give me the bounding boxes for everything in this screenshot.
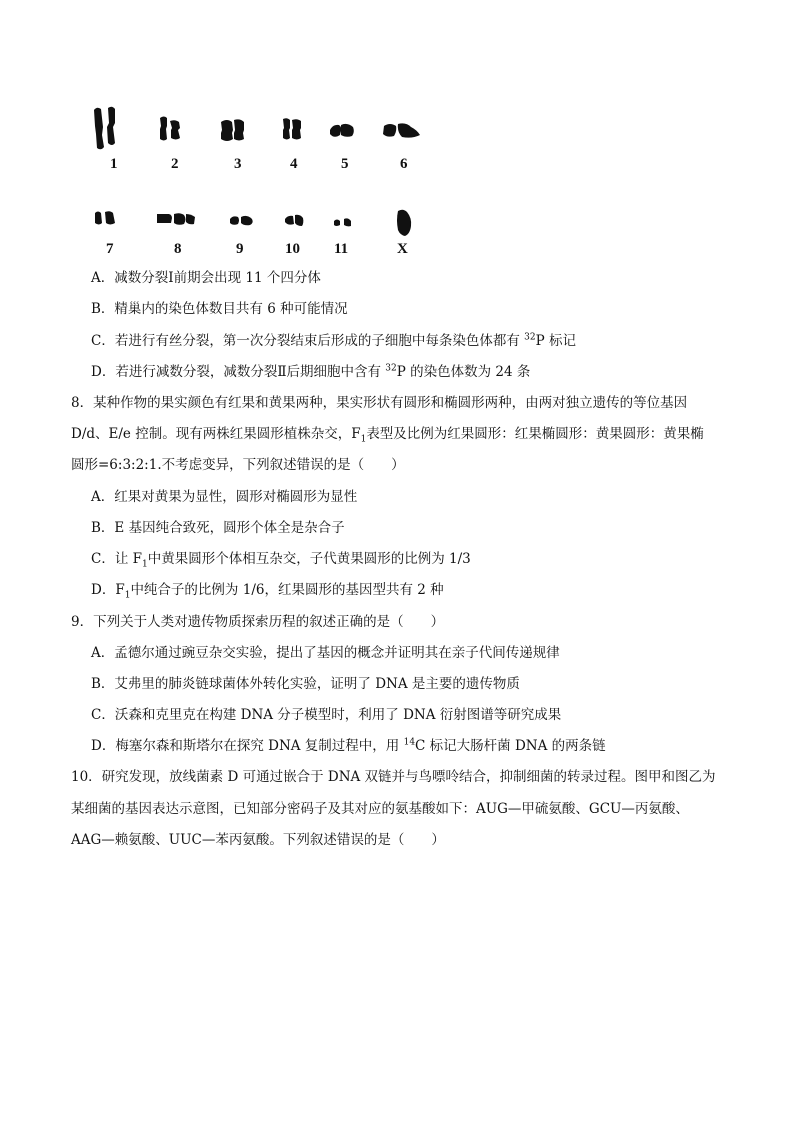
- karyotype-label-2: 2: [171, 156, 179, 172]
- q7-option-a: A．减数分裂Ⅰ前期会出现 11 个四分体: [91, 270, 321, 286]
- q8-stem-line2: D/d、E/e 控制。现有两株红果圆形植株杂交，$F_1$表型及比例为红果圆形：红果椭圆形：黄果圆形：黄果椭: [71, 426, 704, 445]
- chromosome-9: [230, 216, 253, 225]
- karyotype-label-10: 10: [285, 241, 300, 257]
- karyotype-label-11: 11: [334, 241, 349, 257]
- q7-option-c: C．若进行有丝分裂，第一次分裂结束后形成的子细胞中每条染色体都有 $^{32}$P 标记: [91, 332, 576, 349]
- q10-stem-line1: 10．研究发现，放线菌素 D 可通过嵌合于 DNA 双链并与鸟嘌呤结合，抑制细菌的转录过程。图甲和图乙为: [71, 769, 716, 785]
- q8-option-b: B．E 基因纯合致死，圆形个体全是杂合子: [91, 520, 345, 536]
- chromosome-4: [283, 118, 301, 139]
- q8-stem-line1: 8．某种作物的果实颜色有红果和黄果两种，果实形状有圆形和椭圆形两种，由两对独立遗传的等位基因: [71, 395, 688, 411]
- q9-option-d: D．梅塞尔森和斯塔尔在探究 DNA 复制过程中，用 $^{14}$C 标记大肠杆菌 DNA 的两条链: [91, 737, 606, 754]
- chromosome-7: [95, 211, 115, 224]
- karyotype-label-6: 6: [400, 156, 408, 172]
- chromosome-3: [221, 119, 244, 141]
- chromosome-10: [285, 215, 303, 226]
- q10-stem-line3: AAG—赖氨酸、UUC—苯丙氨酸。下列叙述错误的是（ ）: [71, 832, 445, 848]
- karyotype-label-9: 9: [236, 241, 244, 257]
- karyotype-label-3: 3: [234, 156, 242, 172]
- q8-stem-line3: 圆形=6:3:2:1.不考虑变异，下列叙述错误的是（ ）: [71, 457, 405, 473]
- q8-option-a: A．红果对黄果为显性，圆形对椭圆形为显性: [91, 489, 358, 505]
- q8-option-d: D．$F_1$中纯合子的比例为 1/6，红果圆形的基因型共有 2 种: [91, 582, 444, 601]
- q7-option-b: B．精巢内的染色体数目共有 6 种可能情况: [91, 301, 348, 317]
- karyotype-label-5: 5: [341, 156, 349, 172]
- q9-option-b: B．艾弗里的肺炎链球菌体外转化实验，证明了 DNA 是主要的遗传物质: [91, 676, 520, 692]
- karyotype-label-4: 4: [290, 156, 298, 172]
- chromosome-1: [94, 107, 115, 150]
- q8-option-c: C．让 $F_1$中黄果圆形个体相互杂交，子代黄果圆形的比例为 1/3: [91, 551, 471, 570]
- q7-option-d: D．若进行减数分裂，减数分裂Ⅱ后期细胞中含有 $^{32}$P 的染色体数为 24 条: [91, 363, 531, 380]
- karyotype-label-x: X: [397, 241, 408, 257]
- karyotype-label-7: 7: [106, 241, 114, 257]
- q9-option-a: A．孟德尔通过豌豆杂交实验，提出了基因的概念并证明其在亲子代间传递规律: [91, 645, 560, 661]
- q9-option-c: C．沃森和克里克在构建 DNA 分子模型时，利用了 DNA 衍射图谱等研究成果: [91, 707, 562, 723]
- chromosome-11: [334, 218, 351, 226]
- karyotype-figure: [0, 0, 794, 270]
- chromosome-5: [330, 124, 354, 137]
- q10-stem-line2: 某细菌的基因表达示意图，已知部分密码子及其对应的氨基酸如下：AUG—甲硫氨酸、GCU—丙氨酸、: [71, 801, 689, 817]
- karyotype-label-1: 1: [110, 156, 118, 172]
- q9-stem: 9．下列关于人类对遗传物质探索历程的叙述正确的是（ ）: [71, 614, 445, 630]
- chromosome-8: [157, 213, 195, 225]
- chromosome-x: [397, 210, 411, 236]
- karyotype-label-8: 8: [174, 241, 182, 257]
- chromosome-2: [160, 117, 180, 141]
- chromosome-6: [383, 123, 420, 137]
